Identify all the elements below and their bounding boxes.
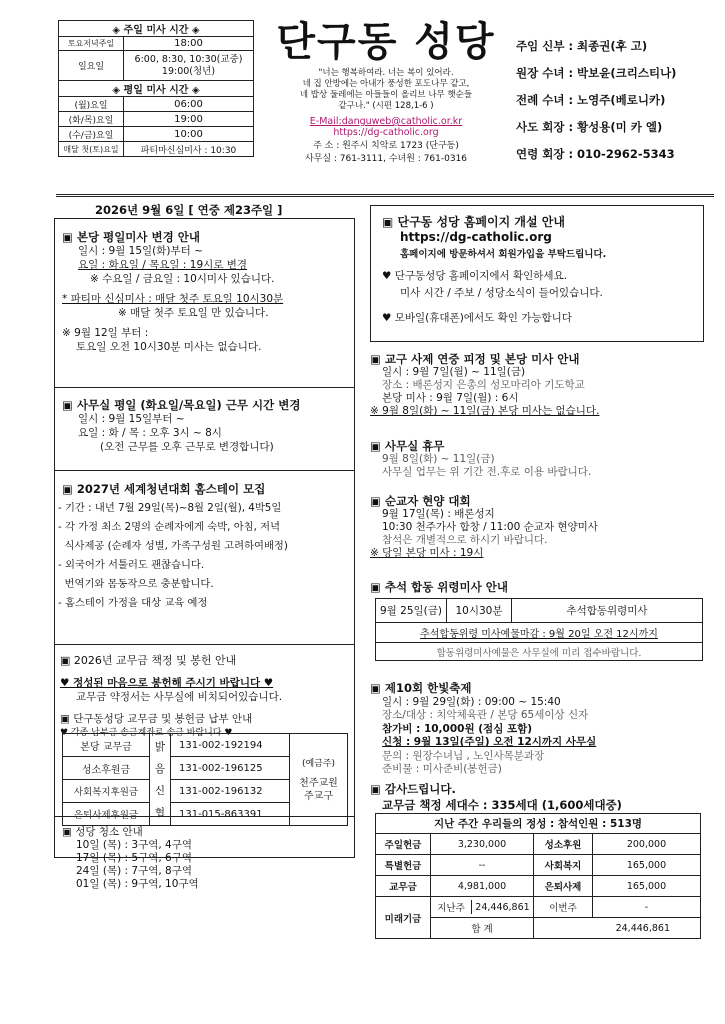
festival-signup: 신청 : 9월 13일(주일) 오전 12시까지 사무실 bbox=[382, 736, 597, 748]
offering-header: 지난 주간 우리들의 정성 : 참석인원 : 513명 bbox=[376, 814, 701, 834]
homestay-line: - 외국어가 서툴러도 괜찮습니다. bbox=[58, 559, 205, 571]
mass-change-date: 일시 : 9월 15일(화)부터 ~ bbox=[78, 245, 203, 257]
divider-2 bbox=[54, 470, 355, 471]
account-number[interactable]: 131-002-196125 bbox=[171, 757, 290, 780]
mass-time-box bbox=[58, 20, 254, 190]
dues-pledge-note: 교무금 약정서는 사무실에 비치되어있습니다. bbox=[76, 691, 283, 703]
offering-label: 교무금 bbox=[376, 876, 431, 897]
mass-change-title: ▣ 본당 평일미사 변경 안내 bbox=[62, 230, 200, 244]
martyrs-title: ▣ 순교자 현양 대회 bbox=[370, 494, 471, 508]
sat-label: 토요저녁주일 bbox=[59, 37, 124, 51]
wed-fri-time: 10:00 bbox=[124, 127, 254, 142]
staff-funeral: 연령 회장 : 010-2962-5343 bbox=[516, 147, 675, 161]
verse-line-3: 네 밥상 둘레에는 아들들이 올리브 나무 햇순들 bbox=[299, 90, 473, 100]
sat-time: 18:00 bbox=[124, 37, 254, 51]
section-office-closed bbox=[370, 440, 710, 479]
martyrs-note: 참석은 개별적으로 하시기 바랍니다. bbox=[382, 534, 548, 546]
date-line: 2026년 9월 6일 [ 연중 제23주일 ] bbox=[95, 203, 283, 217]
pledge-households: 교무금 책정 세대수 : 335세대 (1,600세대중) bbox=[382, 798, 622, 812]
verse-line-1: "너는 행복하여라. 너는 복이 있어라. bbox=[318, 68, 454, 78]
email-link[interactable]: E-Mail:danguweb@catholic.or.kr bbox=[309, 116, 463, 127]
festival-contact: 문의 : 원장수녀님 , 노인사목분과장 bbox=[382, 749, 545, 762]
prev-week-value: 24,446,861 bbox=[475, 901, 530, 913]
retreat-mass: 본당 미사 : 9월 7일(월) : 6시 bbox=[382, 392, 519, 404]
website-link[interactable]: https://dg-catholic.org bbox=[333, 127, 439, 138]
memorial-date: 9월 25일(금) bbox=[376, 599, 447, 623]
office-closed-title: ▣ 사무실 휴무 bbox=[370, 439, 445, 453]
mass-change-days: 요일 : 화요일 / 목요일 : 19시로 변경 bbox=[78, 259, 248, 271]
memorial-note: 합동위령미사예물은 사무실에 미리 접수바랍니다. bbox=[376, 643, 703, 661]
office-hours-days: 요일 : 화 / 목 : 오후 3시 ~ 8시 bbox=[78, 427, 222, 439]
offering-value: -- bbox=[431, 855, 534, 876]
fatima-note: ※ 매달 첫주 토요일 만 있습니다. bbox=[118, 307, 269, 319]
festival-prep: 준비물 : 미사준비(봉헌금) bbox=[382, 763, 502, 775]
festival-date: 일시 : 9월 29일(화) : 09:00 ~ 15:40 bbox=[382, 695, 561, 708]
verse-line-2: 네 집 안방에는 아내가 풍성한 포도나무 같고, bbox=[302, 79, 470, 89]
office-phone: 사무실 : 761-3111, 수녀원 : 761-0316 bbox=[304, 154, 468, 164]
section-cleaning bbox=[62, 826, 352, 891]
this-week-label: 이번주 bbox=[534, 897, 593, 918]
tue-thu-time: 19:00 bbox=[124, 112, 254, 127]
section-retreat bbox=[370, 353, 710, 418]
office-hours-date: 일시 : 9월 15일부터 ~ bbox=[78, 413, 185, 425]
sun-time: 6:00, 8:30, 10:30(교중) bbox=[134, 53, 243, 65]
divider-4 bbox=[54, 816, 355, 817]
parish-header bbox=[262, 18, 510, 164]
section-festival bbox=[370, 682, 710, 777]
offering-label: 특별헌금 bbox=[376, 855, 431, 876]
account-holder-label: (예금주) bbox=[301, 759, 336, 769]
homestay-line: 식사제공 (순례자 성별, 가족구성원 고려하여배정) bbox=[58, 540, 288, 552]
homepage-url[interactable]: https://dg-catholic.org bbox=[400, 230, 552, 244]
account-holder: 천주교원주교구 bbox=[299, 778, 338, 802]
festival-place: 장소/대상 : 치악체육관 / 본당 65세이상 신자 bbox=[382, 709, 589, 721]
homestay-line: 번역기와 몸동작으로 충분합니다. bbox=[58, 578, 214, 590]
homepage-mobile: ♥ 모바일(휴대폰)에서도 확인 가능합니다 bbox=[382, 312, 572, 324]
homestay-line: - 기간 : 내년 7월 29일(목)~8월 2일(월), 4박5일 bbox=[58, 502, 282, 514]
account-number[interactable]: 131-002-192194 bbox=[171, 734, 290, 757]
account-name: 성소후원금 bbox=[63, 757, 150, 780]
homepage-signup: 홈페이지에 방문하셔서 회원가입을 부탁드립니다. bbox=[400, 249, 607, 260]
thanks-title: ▣ 감사드립니다. bbox=[370, 782, 456, 796]
section-homestay bbox=[58, 480, 354, 613]
parish-name: 단구동 성당 bbox=[276, 18, 496, 65]
first-sat-label: 매달 첫(토)요일 bbox=[59, 142, 124, 157]
dues-heart-line: ♥ 정성된 마음으로 봉헌해 주시기 바랍니다 ♥ bbox=[60, 677, 274, 689]
sun-label: 일요일 bbox=[59, 51, 124, 81]
homestay-line: - 홈스테이 가정을 대상 교육 예정 bbox=[58, 597, 208, 609]
no-sat-mass: 토요일 오전 10시30분 미사는 없습니다. bbox=[76, 341, 262, 353]
section-homepage bbox=[382, 213, 702, 325]
offering-value: 4,981,000 bbox=[431, 876, 534, 897]
future-fund-label: 미래기금 bbox=[376, 897, 431, 939]
offering-value: 3,230,000 bbox=[431, 834, 534, 855]
memorial-table bbox=[375, 598, 703, 661]
scripture-verse bbox=[262, 68, 510, 112]
offering-value: 200,000 bbox=[593, 834, 701, 855]
account-name: 은퇴사제후원금 bbox=[63, 803, 150, 826]
divider-3 bbox=[54, 644, 355, 645]
memorial-time: 10시30분 bbox=[447, 599, 512, 623]
cleaning-title: ▣ 성당 청소 안내 bbox=[62, 826, 143, 838]
cleaning-line: 17일 (목) : 5구역, 6구역 bbox=[76, 852, 192, 864]
staff-apostolate: 사도 회장 : 황성용(미 카 엘) bbox=[516, 120, 663, 134]
offering-label: 은퇴사제 bbox=[534, 876, 593, 897]
offering-table bbox=[375, 813, 701, 939]
cleaning-line: 01일 (목) : 9구역, 10구역 bbox=[76, 878, 199, 890]
cleaning-line: 24일 (목) : 7구역, 8구역 bbox=[76, 865, 192, 877]
sun-time-2: 19:00(청년) bbox=[161, 65, 216, 77]
mon-time: 06:00 bbox=[124, 97, 254, 112]
staff-liturgy: 전례 수녀 : 노영주(베로니카) bbox=[516, 93, 666, 107]
from-sept-12: ※ 9월 12일 부터 : bbox=[62, 327, 149, 339]
section-dues bbox=[60, 654, 352, 740]
martyrs-parish-mass: ※ 당일 본당 미사 : 19시 bbox=[370, 547, 484, 559]
martyrs-program: 10:30 천주가사 합창 / 11:00 순교자 현양미사 bbox=[382, 521, 598, 533]
retreat-place: 장소 : 배론성지 은총의 성모마리아 기도학교 bbox=[382, 379, 585, 391]
account-number[interactable]: 131-002-196132 bbox=[171, 780, 290, 803]
retreat-date: 일시 : 9월 7일(월) ~ 11일(금) bbox=[382, 366, 526, 378]
homestay-title: ▣ 2027년 세계청년대회 홈스테이 모집 bbox=[62, 482, 266, 496]
section-office-hours bbox=[62, 398, 352, 454]
this-week-value: - bbox=[593, 897, 701, 918]
festival-title: ▣ 제10회 한빛축제 bbox=[370, 681, 472, 695]
homepage-check: ♥ 단구동성당 홈페이지에서 확인하세요. bbox=[382, 270, 568, 282]
section-thanks bbox=[370, 781, 710, 813]
dues-payment-note: ♥ 각종 납부금 송금계좌로 송금 바랍니다 ♥ bbox=[60, 728, 233, 738]
tue-thu-label: (화/목)요일 bbox=[59, 112, 124, 127]
homepage-content: 미사 시간 / 주보 / 성당소식이 들어있습니다. bbox=[400, 287, 603, 299]
first-sat-time: 파티마신심미사 : 10:30 bbox=[124, 142, 254, 157]
offering-label: 성소후원 bbox=[534, 834, 593, 855]
memorial-deadline: 추석합동위령 미사예물마감 : 9월 20일 오전 12시까지 bbox=[376, 623, 703, 643]
retreat-title: ▣ 교구 사제 연중 피정 및 본당 미사 안내 bbox=[370, 352, 580, 366]
wed-fri-label: (수/금)요일 bbox=[59, 127, 124, 142]
office-closed-note: 사무실 업무는 위 기간 전.후로 이용 바랍니다. bbox=[382, 466, 592, 478]
bank-name: 밝음신협 bbox=[150, 734, 171, 826]
account-number[interactable]: 131-015-863391 bbox=[171, 803, 290, 826]
offering-value: 165,000 bbox=[593, 855, 701, 876]
office-closed-date: 9월 8일(화) ~ 11일(금) bbox=[382, 453, 495, 465]
prev-week-label: 지난주 bbox=[431, 900, 472, 914]
total-value: 24,446,861 bbox=[534, 918, 701, 939]
mass-change-note: ※ 수요일 / 금요일 : 10시미사 있습니다. bbox=[90, 273, 275, 285]
mass-title: ◈ 주일 미사 시간 ◈ bbox=[59, 21, 254, 37]
section-mass-change bbox=[62, 230, 352, 354]
martyrs-date: 9월 17일(목) : 배론성지 bbox=[382, 508, 495, 520]
account-table bbox=[62, 733, 348, 826]
office-hours-title: ▣ 사무실 평일 (화요일/목요일) 근무 시간 변경 bbox=[62, 398, 301, 412]
divider-1 bbox=[54, 387, 355, 388]
account-name: 사회복지후원금 bbox=[63, 780, 150, 803]
memorial-name: 추석합동위령미사 bbox=[512, 599, 703, 623]
offering-label: 사회복지 bbox=[534, 855, 593, 876]
account-name: 본당 교무금 bbox=[63, 734, 150, 757]
total-label: 합 계 bbox=[431, 918, 534, 939]
homestay-line: - 각 가정 최소 2명의 순례자에게 숙박, 아침, 저녁 bbox=[58, 521, 281, 533]
offering-value: 165,000 bbox=[593, 876, 701, 897]
memorial-title: ▣ 추석 합동 위령미사 안내 bbox=[370, 580, 508, 594]
weekday-title: ◈ 평일 미사 시간 ◈ bbox=[59, 81, 254, 97]
mon-label: (월)요일 bbox=[59, 97, 124, 112]
fatima-mass: * 파티마 신심미사 : 매달 첫주 토요일 10시30분 bbox=[62, 293, 284, 305]
mass-time-table bbox=[58, 20, 254, 157]
header-divider bbox=[56, 194, 714, 197]
section-martyrs bbox=[370, 495, 710, 560]
dues-payment-title: ▣ 단구동성당 교무금 및 봉헌금 납부 안내 bbox=[60, 713, 253, 725]
retreat-no-mass: ※ 9월 8일(화) ~ 11일(금) 본당 미사는 없습니다. bbox=[370, 405, 600, 417]
verse-line-4: 같구나." (시편 128,1-6 ) bbox=[338, 101, 434, 111]
staff-list bbox=[516, 33, 716, 168]
address: 주 소 : 원주시 치악로 1723 (단구동) bbox=[313, 141, 459, 151]
dues-title: ▣ 2026년 교무금 책정 및 봉헌 안내 bbox=[60, 654, 237, 667]
offering-label: 주일헌금 bbox=[376, 834, 431, 855]
staff-pastor: 주임 신부 : 최종권(후 고) bbox=[516, 39, 648, 53]
staff-superior: 원장 수녀 : 박보윤(크리스티나) bbox=[516, 66, 677, 80]
office-hours-note: (오전 근무를 오후 근무로 변경합니다) bbox=[100, 441, 274, 453]
cleaning-line: 10일 (목) : 3구역, 4구역 bbox=[76, 839, 192, 851]
homepage-title: ▣ 단구동 성당 홈페이지 개설 안내 bbox=[382, 215, 565, 229]
festival-fee: 참가비 : 10,000원 (점심 포함) bbox=[382, 722, 533, 735]
